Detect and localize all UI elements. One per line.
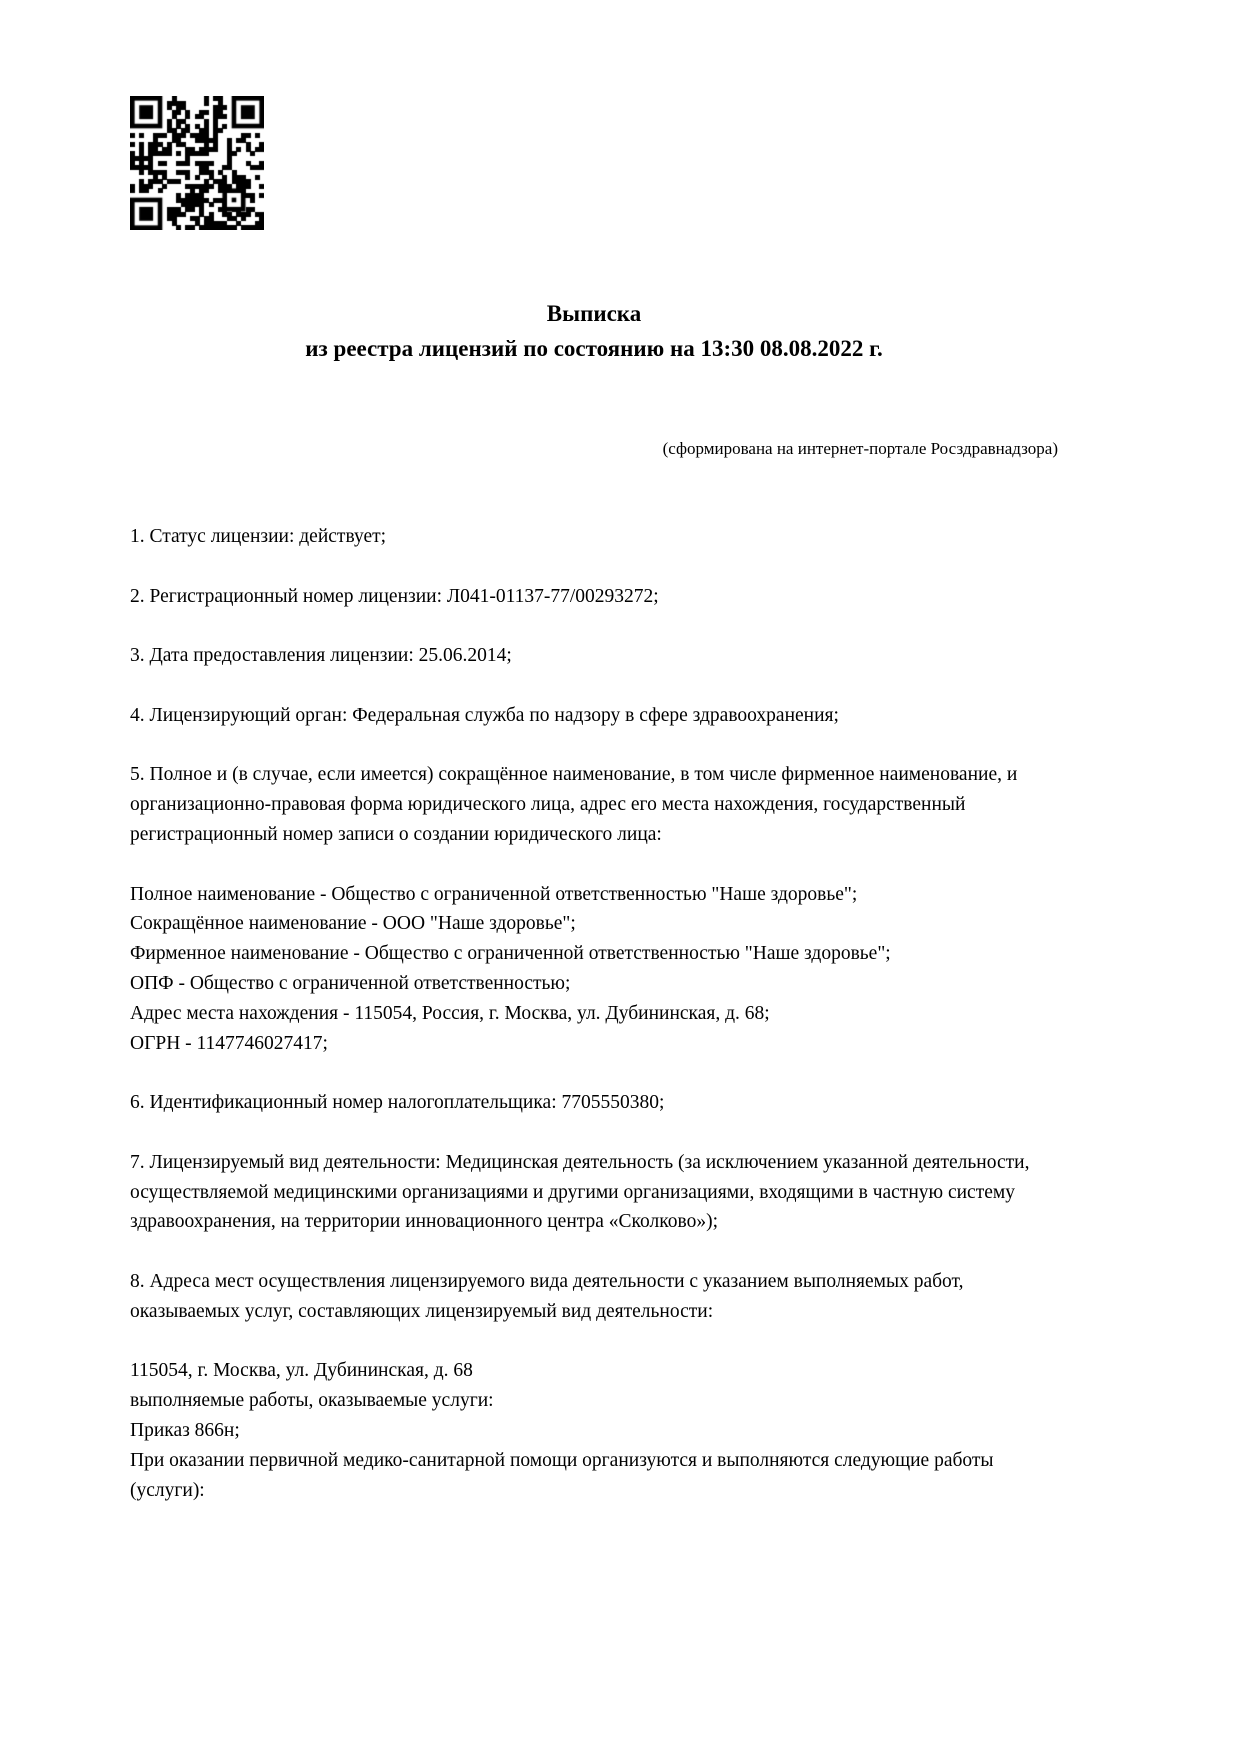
title-line-2: из реестра лицензий по состоянию на 13:30 08.08.2022 г. bbox=[305, 336, 883, 361]
registration-number-line: 2. Регистрационный номер лицензии: Л041-01137-77/00293272; bbox=[130, 585, 659, 607]
organization-details-block bbox=[130, 880, 1058, 1059]
qr-code-icon bbox=[130, 96, 264, 230]
org-ogrn-line: ОГРН - 1147746027417; bbox=[130, 1032, 328, 1054]
work-place-block bbox=[130, 1356, 1058, 1505]
document-body bbox=[130, 522, 1058, 1505]
organization-intro-paragraph: 5. Полное и (в случае, если имеется) сокращённое наименование, в том числе фирменное наименование, и организационно-правовая форма юридического лица, адрес его места нахождения, государственный регистрационный номер записи о создании юридического лица: bbox=[130, 764, 1018, 845]
org-legal-form-line: ОПФ - Общество с ограниченной ответственностью; bbox=[130, 972, 571, 994]
licensing-authority-line: 4. Лицензирующий орган: Федеральная служба по надзору в сфере здравоохранения; bbox=[130, 704, 839, 726]
org-short-name-line: Сокращённое наименование - ООО "Наше здоровье"; bbox=[130, 913, 576, 935]
works-intro-line: При оказании первичной медико-санитарной помощи организуются и выполняются следующие работы (услуги): bbox=[130, 1449, 994, 1501]
org-brand-name-line: Фирменное наименование - Общество с ограниченной ответственностью "Наше здоровье"; bbox=[130, 943, 891, 965]
work-addresses-intro-paragraph: 8. Адреса мест осуществления лицензируемого вида деятельности с указанием выполняемых работ, оказываемых услуг, составляющих лицензируемый вид деятельности: bbox=[130, 1270, 964, 1322]
grant-date-line: 3. Дата предоставления лицензии: 25.06.2014; bbox=[130, 645, 512, 667]
org-address-line: Адрес места нахождения - 115054, Россия, г. Москва, ул. Дубининская, д. 68; bbox=[130, 1002, 770, 1024]
title-line-1: Выписка bbox=[546, 301, 642, 326]
document-content bbox=[130, 296, 1058, 1505]
document-title bbox=[130, 296, 1058, 366]
works-services-label-line: выполняемые работы, оказываемые услуги: bbox=[130, 1390, 494, 1412]
org-full-name-line: Полное наименование - Общество с ограниченной ответственностью "Наше здоровье"; bbox=[130, 883, 858, 905]
licensed-activity-paragraph: 7. Лицензируемый вид деятельности: Медицинская деятельность (за исключением указанной деятельности, осуществляемой медицинскими организациями и другими организациями, входящими в частную систему здравоохранения, на территории инновационного центра «Сколково»); bbox=[130, 1151, 1030, 1233]
document-subtitle: (сформирована на интернет-портале Росздравнадзора) bbox=[662, 439, 1058, 458]
license-status-line: 1. Статус лицензии: действует; bbox=[130, 526, 387, 547]
taxpayer-number-line: 6. Идентификационный номер налогоплательщика: 7705550380; bbox=[130, 1092, 665, 1114]
work-place-address-line: 115054, г. Москва, ул. Дубининская, д. 68 bbox=[130, 1360, 473, 1382]
order-number-line: Приказ 866н; bbox=[130, 1419, 240, 1441]
